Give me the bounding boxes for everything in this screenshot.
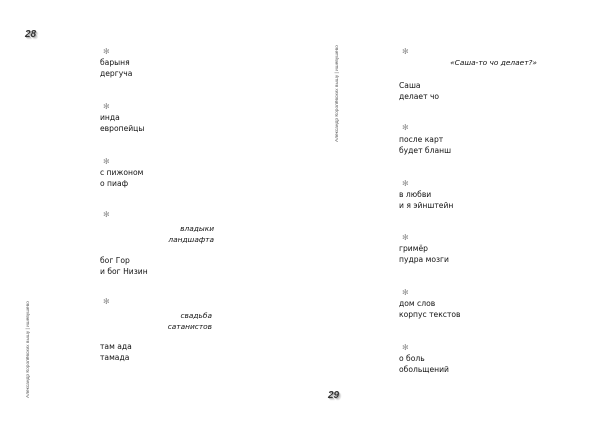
poem-line: пудра мозги [399,255,449,264]
poem-line: барыня [100,58,130,67]
poem-line: европейцы [100,124,145,133]
flower-icon: ✻ [402,288,409,297]
right-side-credit: Александр Королёвских вышу | ишевушево [335,45,340,142]
poem-title-line: свадьба [180,311,212,320]
flower-icon: ✻ [103,47,110,56]
poem-line: делает чо [399,92,440,101]
flower-icon: ✻ [402,343,409,352]
poem-line: и я эйнштейн [399,201,454,210]
poem-line: в любви [399,190,432,199]
poem-line: тамада [100,353,130,362]
left-side-credit: Александр Королёвских вышу | ишевушево [26,301,31,398]
flower-icon: ✻ [402,233,409,242]
poem-line: дом слов [399,299,436,308]
poem-line: корпус текстов [399,310,461,319]
poem-title-line: сатанистов [167,322,212,331]
poem-line: о пиаф [100,179,129,188]
flower-icon: ✻ [402,179,409,188]
poem-line: с пижоном [100,168,144,177]
poem-title-line: владыки [180,224,214,233]
flower-icon: ✻ [103,102,110,111]
poem-line: бог Гор [100,256,130,265]
poem-line: инда [100,113,120,122]
poem-line: дергуча [100,69,133,78]
poem-line: гримёр [399,244,428,253]
poem-title-line: «Саша-то чо делает?» [450,58,537,67]
flower-icon: ✻ [103,297,110,306]
left-page-number: 28 [25,29,37,40]
poem-line: и бог Низин [100,267,148,276]
poem-line: после карт [399,135,444,144]
poem-title-line: ландшафта [168,235,214,244]
flower-icon: ✻ [402,47,409,56]
right-page-number: 29 [328,390,340,401]
poem-line: Саша [399,81,421,90]
flower-icon: ✻ [103,157,110,166]
flower-icon: ✻ [402,123,409,132]
flower-icon: ✻ [103,210,110,219]
poem-line: обольщений [399,365,449,374]
poem-line: о боль [399,354,425,363]
poem-line: там ада [100,342,132,351]
poem-line: будет бланш [399,146,452,155]
